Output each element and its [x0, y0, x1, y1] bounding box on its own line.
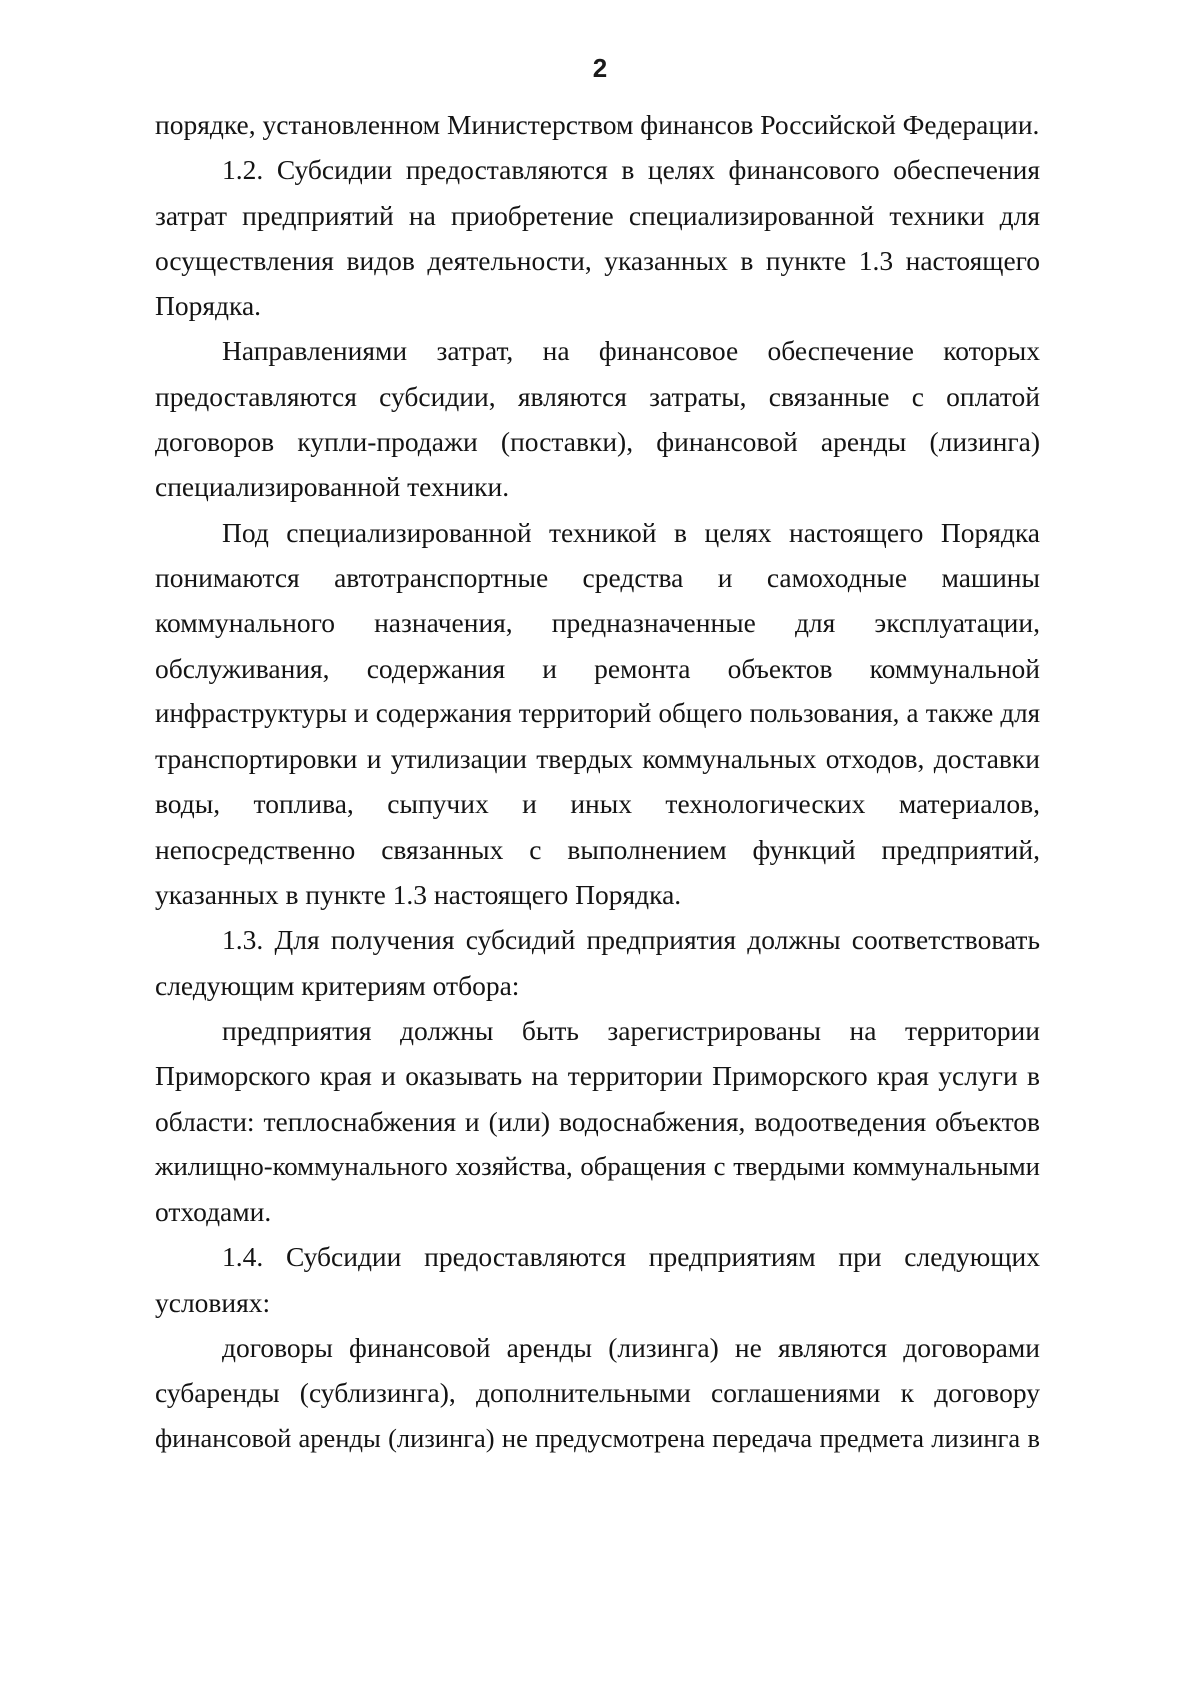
text-line: Под специализированной техникой в целях настоящего Порядка: [222, 516, 1040, 548]
text-line: понимаются автотранспортные средства и самоходные машины: [155, 561, 1040, 593]
text-line: затрат предприятий на приобретение специализированной техники для: [155, 199, 1040, 231]
paragraph: [155, 147, 1040, 328]
paragraph: [155, 328, 1040, 509]
text-line: предоставляются субсидии, являются затраты, связанные с оплатой: [155, 380, 1040, 412]
paragraph: [155, 1325, 1040, 1461]
text-line: отходами.: [155, 1196, 272, 1228]
paragraph: [155, 510, 1040, 918]
text-line: области: теплоснабжения и (или) водоснабжения, водоотведения объектов: [155, 1105, 1040, 1137]
text-line: жилищно-коммунального хозяйства, обращения с твердыми коммунальными: [155, 1150, 1040, 1181]
text-line: условиях:: [155, 1286, 271, 1318]
text-line: следующим критериям отбора:: [155, 969, 520, 1001]
text-line: договоры финансовой аренды (лизинга) не являются договорами: [222, 1332, 1040, 1364]
text-line: инфраструктуры и содержания территорий общего пользования, а также для: [155, 697, 1040, 728]
text-line: договоров купли-продажи (поставки), финансовой аренды (лизинга): [155, 426, 1040, 458]
text-line: непосредственно связанных с выполнением функций предприятий,: [155, 833, 1040, 865]
text-line: Направлениями затрат, на финансовое обеспечение которых: [222, 335, 1040, 367]
text-line: Порядка.: [155, 290, 262, 322]
text-line: осуществления видов деятельности, указанных в пункте 1.3 настоящего: [155, 244, 1040, 276]
page-number: 2: [592, 53, 608, 83]
paragraph: [155, 102, 1040, 147]
text-line: воды, топлива, сыпучих и иных технологических материалов,: [155, 788, 1040, 820]
text-line: порядке, установленном Министерством финансов Российской Федерации.: [155, 109, 1040, 140]
paragraph: [155, 917, 1040, 1008]
text-line: субаренды (сублизинга), дополнительными соглашениями к договору: [155, 1377, 1040, 1409]
paragraph: [155, 1234, 1040, 1325]
text-line: Приморского края и оказывать на территории Приморского края услуги в: [155, 1060, 1040, 1092]
text-line: 1.3. Для получения субсидий предприятия должны соответствовать: [222, 924, 1040, 956]
text-line: транспортировки и утилизации твердых коммунальных отходов, доставки: [155, 743, 1040, 775]
text-line: 1.4. Субсидии предоставляются предприятиям при следующих: [222, 1241, 1040, 1273]
text-line: финансовой аренды (лизинга) не предусмотрена передача предмета лизинга в: [155, 1422, 1040, 1453]
paragraph: [155, 1008, 1040, 1234]
text-line: предприятия должны быть зарегистрированы на территории: [222, 1014, 1040, 1046]
text-line: коммунального назначения, предназначенные для эксплуатации,: [155, 607, 1040, 639]
text-line: 1.2. Субсидии предоставляются в целях финансового обеспечения: [222, 154, 1040, 186]
text-line: указанных в пункте 1.3 настоящего Порядка.: [155, 879, 682, 911]
text-line: обслуживания, содержания и ремонта объектов коммунальной: [155, 652, 1040, 684]
document-body: [155, 102, 1040, 1461]
text-line: специализированной техники.: [155, 471, 510, 503]
